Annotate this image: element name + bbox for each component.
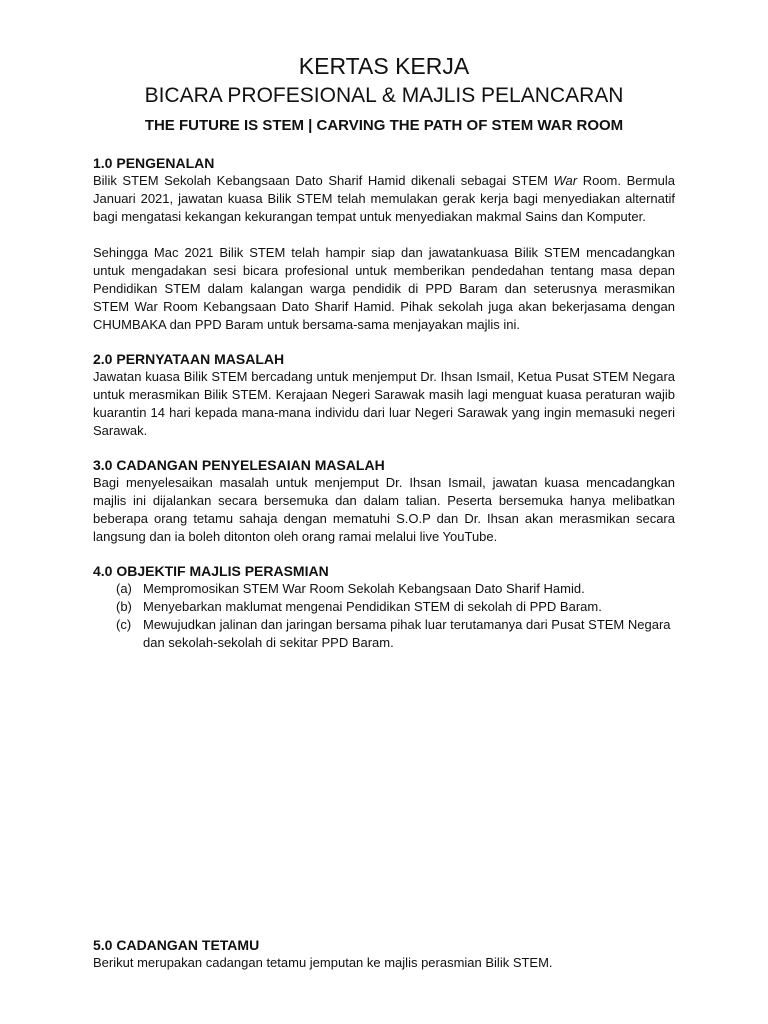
list-item [116,616,675,652]
paragraph-text: Room. Bermula Januari 2021, jawatan kuasa Bilik STEM telah memulakan gerak kerja bagi menyediakan alternatif bagi mengatasi kekangan kekurangan tempat untuk menyediakan makmal Sains dan Komputer. [93,173,675,224]
document-title: KERTAS KERJA [298,53,470,79]
title-block [0,52,768,136]
paragraph [93,172,675,226]
section-heading: 4.0 OBJEKTIF MAJLIS PERASMIAN [93,563,329,579]
document-body [93,154,675,652]
list-marker: (a) [116,581,132,596]
list-item-text: Mewujudkan jalinan dan jaringan bersama pihak luar terutamanya dari Pusat STEM Negara dan sekolah-sekolah di sekitar PPD Baram. [143,617,671,650]
list-item [116,580,675,598]
list-item [116,598,675,616]
list-item-text: Menyebarkan maklumat mengenai Pendidikan STEM di sekolah di PPD Baram. [143,599,602,614]
list-item-text: Mempromosikan STEM War Room Sekolah Kebangsaan Dato Sharif Hamid. [143,581,585,596]
section-heading: 3.0 CADANGAN PENYELESAIAN MASALAH [93,457,385,473]
objective-list [93,580,675,652]
section-cadangan-penyelesaian [93,456,675,546]
section-heading: 5.0 CADANGAN TETAMU [93,937,260,953]
paragraph-text: Bilik STEM Sekolah Kebangsaan Dato Sharif Hamid dikenali sebagai STEM [93,173,554,188]
section-cadangan-tetamu [93,936,675,972]
section-pengenalan [93,154,675,334]
list-marker: (b) [116,599,132,614]
paragraph: Berikut merupakan cadangan tetamu jemputan ke majlis perasmian Bilik STEM. [93,955,553,970]
section-pernyataan-masalah [93,350,675,440]
paragraph: Jawatan kuasa Bilik STEM bercadang untuk menjemput Dr. Ihsan Ismail, Ketua Pusat STEM Negara untuk merasmikan Bilik STEM. Kerajaan Negeri Sarawak masih lagi menguat kuasa peraturan wajib kuarantin 14 hari kepada mana-mana individu dari luar Negeri Sarawak yang ingin memasuki negeri Sarawak. [93,369,675,438]
section-objektif [93,562,675,652]
document-tagline: THE FUTURE IS STEM | CARVING THE PATH OF STEM WAR ROOM [144,117,624,134]
section-heading: 1.0 PENGENALAN [93,155,215,171]
list-marker: (c) [116,617,132,632]
paragraph: Bagi menyelesaikan masalah untuk menjemput Dr. Ihsan Ismail, jawatan kuasa mencadangkan majlis ini dijalankan secara bersemuka dan dalam talian. Peserta bersemuka hanya melibatkan beberapa orang tetamu sahaja dengan mematuhi S.O.P dan Dr. Ihsan akan merasmikan secara langsung dan ia boleh ditonton oleh orang ramai melalui live YouTube. [93,475,675,544]
section-heading: 2.0 PERNYATAAN MASALAH [93,351,285,367]
document-subtitle: BICARA PROFESIONAL & MAJLIS PELANCARAN [144,84,624,107]
emphasis-text: War [553,173,578,188]
paragraph: Sehingga Mac 2021 Bilik STEM telah hampir siap dan jawatankuasa Bilik STEM mencadangkan untuk mengadakan sesi bicara profesional untuk memberikan pendedahan tentang masa depan Pendidikan STEM dalam kalangan warga pendidik di PPD Baram dan seterusnya merasmikan STEM War Room Kebangsaan Dato Sharif Hamid. Pihak sekolah juga akan bekerjasama dengan CHUMBAKA dan PPD Baram untuk bersama-sama menjayakan majlis ini. [93,245,675,332]
